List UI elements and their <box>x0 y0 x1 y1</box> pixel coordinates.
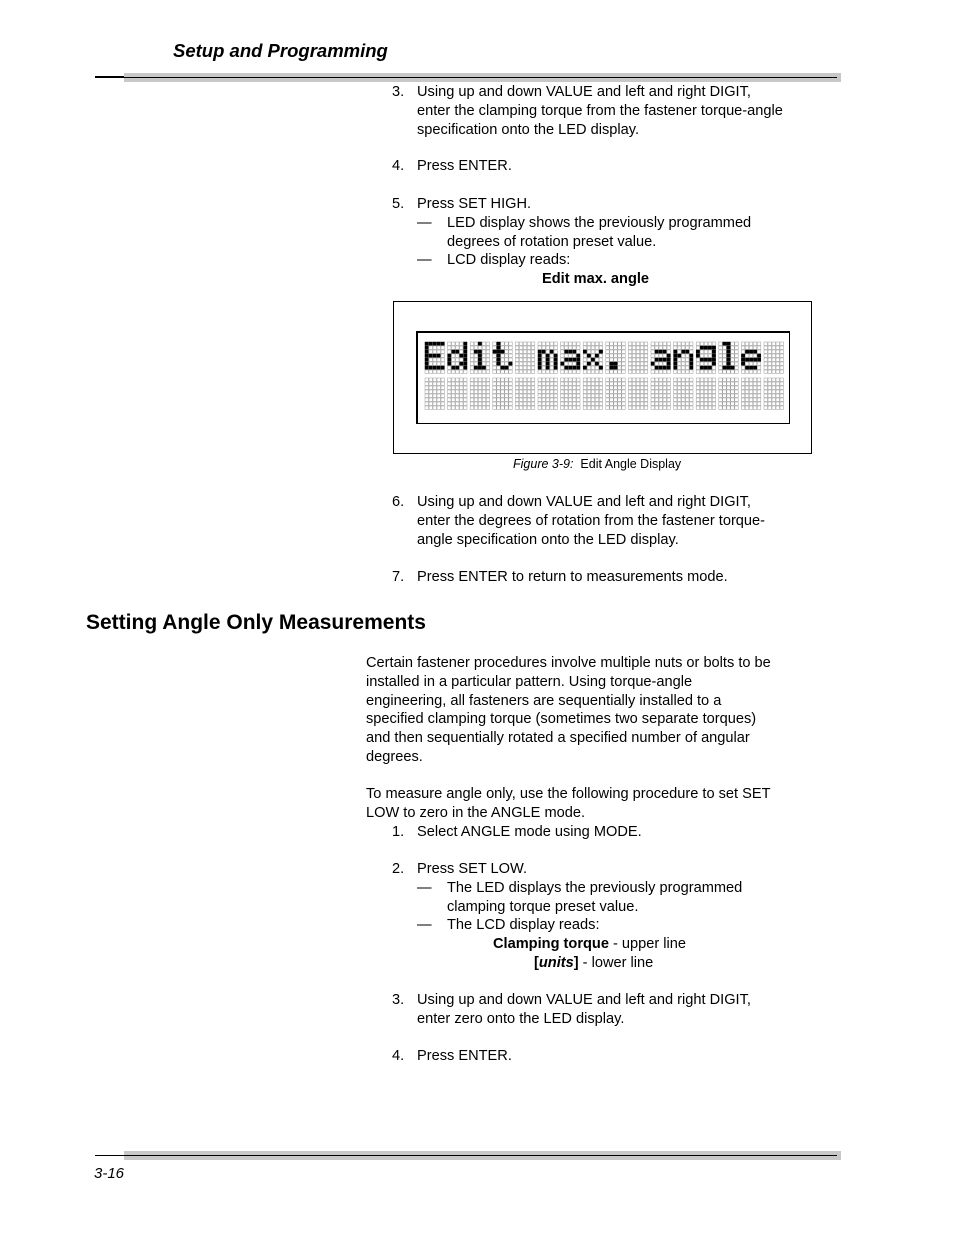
lcd-char-cell <box>448 378 467 409</box>
lcd-display <box>416 331 790 424</box>
lcd-char-cell <box>764 342 783 373</box>
lcd-char-cell <box>651 342 670 373</box>
note-line: clamping torque preset value. <box>447 898 639 915</box>
step-line: specification onto the LED display. <box>417 121 640 138</box>
lcd-reading-upper-note: - upper line <box>608 936 687 952</box>
note-dash: — <box>417 917 432 933</box>
paragraph-line: LOW to zero in the ANGLE mode. <box>366 804 586 821</box>
paragraph-line: and then sequentially rotated a specified number of angular <box>366 730 750 747</box>
paragraph-line: degrees. <box>366 748 423 765</box>
lcd-char-cell <box>741 342 760 373</box>
lcd-char-cell <box>425 342 444 373</box>
lcd-char-cell <box>425 378 444 409</box>
step-line: angle specification onto the LED display. <box>417 531 679 548</box>
note-line: The LED displays the previously programmed <box>447 880 743 896</box>
step-text: Select ANGLE mode using MODE. <box>417 824 642 840</box>
step-number: 2. <box>392 861 405 877</box>
lcd-reading-lower-note: - lower line <box>578 955 654 971</box>
lcd-char-cell <box>719 378 738 409</box>
lcd-char-cell <box>561 342 580 373</box>
step-number: 3. <box>392 84 405 100</box>
step-line: Using up and down VALUE and left and right DIGIT, <box>417 84 751 100</box>
lcd-char-cell <box>696 378 715 409</box>
paragraph-line: engineering, all fasteners are sequentially installed to a <box>366 692 722 709</box>
note-dash: — <box>417 252 432 268</box>
section-heading: Setting Angle Only Measurements <box>86 611 426 634</box>
bracket-close: ] <box>573 955 579 971</box>
step-text: Press ENTER. <box>417 1048 512 1064</box>
caption-text: Edit Angle Display <box>580 457 682 471</box>
step-number: 1. <box>392 824 405 840</box>
figure-caption <box>513 457 681 471</box>
step-text <box>417 83 783 139</box>
lcd-char-cell <box>628 342 647 373</box>
lcd-char-cell <box>674 342 693 373</box>
step-text: Press SET LOW. <box>417 861 528 877</box>
step-number: 4. <box>392 1048 405 1064</box>
units-label: units <box>538 955 574 971</box>
paragraph-line: To measure angle only, use the following procedure to set SET <box>366 786 771 802</box>
lcd-char-cell <box>515 342 534 373</box>
step-number: 3. <box>392 992 405 1008</box>
header-title: Setup and Programming <box>173 40 388 61</box>
step-line: enter the clamping torque from the fastener torque-angle <box>417 102 783 119</box>
lcd-char-cell <box>583 378 602 409</box>
step-line: enter the degrees of rotation from the fastener torque- <box>417 512 766 529</box>
paragraph-line: specified clamping torque (sometimes two separate torques) <box>366 711 757 728</box>
lcd-char-cell <box>628 378 647 409</box>
lcd-char-cell <box>764 378 783 409</box>
paragraph-line: installed in a particular pattern. Using torque-angle <box>366 673 693 690</box>
step-text <box>417 493 765 549</box>
lcd-char-cell <box>538 378 557 409</box>
lcd-char-cell <box>448 342 467 373</box>
step-number: 7. <box>392 569 405 585</box>
lcd-char-cell <box>493 342 512 373</box>
lcd-char-cell <box>696 342 715 373</box>
lcd-char-cell <box>470 378 489 409</box>
paragraph <box>366 785 771 823</box>
note-line: degrees of rotation preset value. <box>447 233 657 250</box>
lcd-char-cell <box>538 342 557 373</box>
step-text <box>417 991 751 1029</box>
footer-rule <box>95 1155 837 1156</box>
page-number: 3-16 <box>94 1165 125 1182</box>
lcd-char-cell <box>583 342 602 373</box>
note-dash: — <box>417 880 432 896</box>
bracket-open: [ <box>534 955 539 971</box>
paragraph-line: Certain fastener procedures involve multiple nuts or bolts to be <box>366 655 771 671</box>
lcd-char-cell <box>606 378 625 409</box>
step-line: Using up and down VALUE and left and right DIGIT, <box>417 992 751 1008</box>
step-number: 5. <box>392 196 405 212</box>
note-text: LCD display reads: <box>447 252 571 268</box>
lcd-char-cell <box>470 342 489 373</box>
lcd-char-cell <box>493 378 512 409</box>
lcd-char-cell <box>606 342 625 373</box>
step-text: Press SET HIGH. <box>417 196 532 212</box>
note-text: The LCD display reads: <box>447 917 600 933</box>
note-dash: — <box>417 215 432 231</box>
paragraph <box>366 654 771 767</box>
lcd-reading: Edit max. angle <box>542 271 650 287</box>
step-number: 6. <box>392 494 405 510</box>
lcd-char-cell <box>719 342 738 373</box>
step-number: 4. <box>392 158 405 174</box>
lcd-char-cell <box>515 378 534 409</box>
note-text <box>447 214 751 252</box>
lcd-char-cell <box>674 378 693 409</box>
step-line: Using up and down VALUE and left and right DIGIT, <box>417 494 751 510</box>
lcd-char-cell <box>741 378 760 409</box>
step-line: enter zero onto the LED display. <box>417 1010 625 1027</box>
lcd-char-cell <box>651 378 670 409</box>
caption-label: Figure 3-9: <box>513 457 574 471</box>
lcd-char-cell <box>561 378 580 409</box>
lcd-reading-upper-label: Clamping torque <box>493 936 609 952</box>
step-text: Press ENTER to return to measurements mode. <box>417 569 728 585</box>
lcd-dot-matrix <box>417 332 789 423</box>
lcd-reading-lower <box>534 954 653 973</box>
note-text <box>447 879 742 917</box>
step-text: Press ENTER. <box>417 158 512 174</box>
note-line: LED display shows the previously programmed <box>447 215 752 231</box>
header-rule-line <box>95 77 837 78</box>
lcd-reading-upper <box>493 935 686 954</box>
